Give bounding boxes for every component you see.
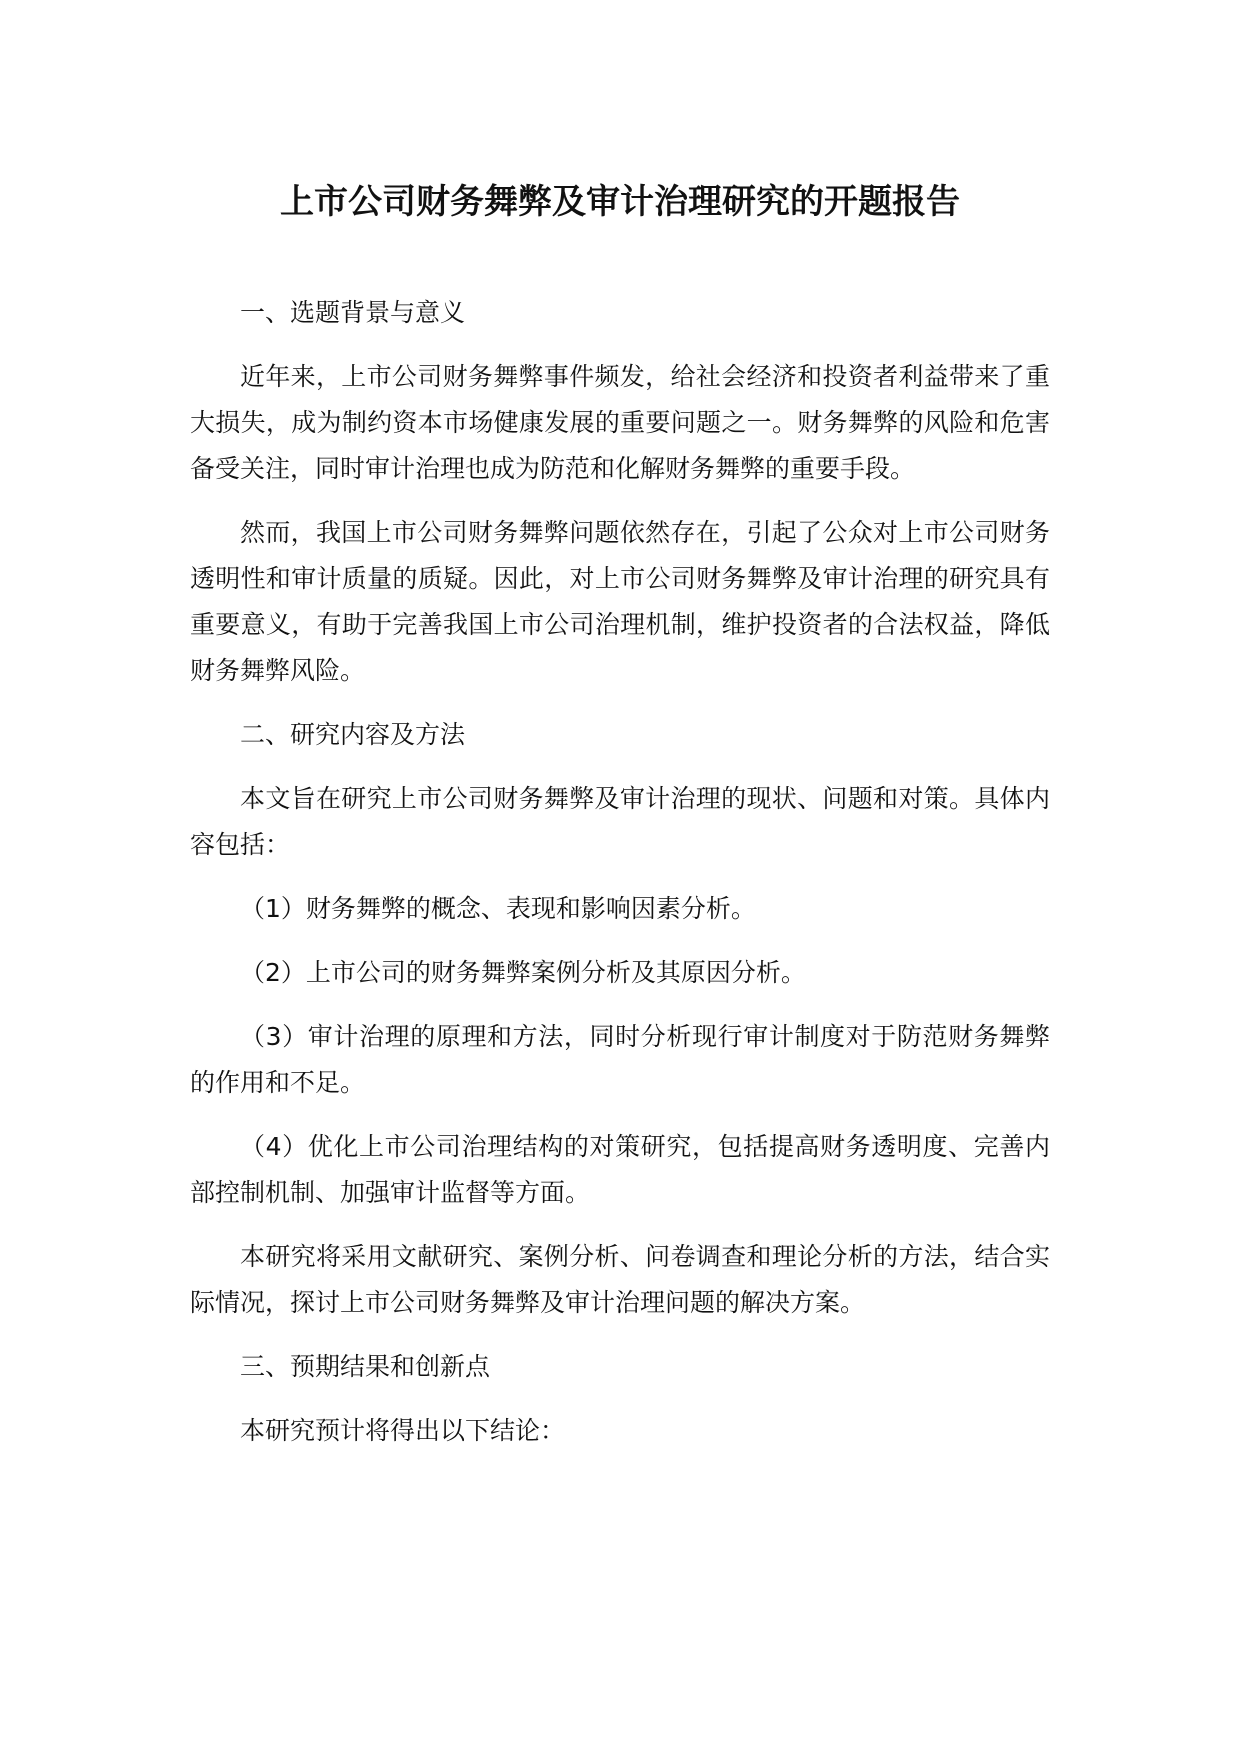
paragraph-content-intro: 本文旨在研究上市公司财务舞弊及审计治理的现状、问题和对策。具体内容包括： <box>190 784 1050 859</box>
list-item-4: （4）优化上市公司治理结构的对策研究，包括提高财务透明度、完善内部控制机制、加强审计监督等方面。 <box>190 1132 1050 1207</box>
paragraph-conclusions-intro: 本研究预计将得出以下结论： <box>240 1416 566 1445</box>
paragraph-background-2: 然而，我国上市公司财务舞弊问题依然存在，引起了公众对上市公司财务透明性和审计质量的质疑。因此，对上市公司财务舞弊及审计治理的研究具有重要意义，有助于完善我国上市公司治理机制，维护投资者的合法权益，降低财务舞弊风险。 <box>190 518 1050 685</box>
section-heading-expected-results: 三、预期结果和创新点 <box>240 1352 491 1381</box>
document-body <box>190 290 1050 1472</box>
document-title: 上市公司财务舞弊及审计治理研究的开题报告 <box>280 182 960 222</box>
list-item-1: （1）财务舞弊的概念、表现和影响因素分析。 <box>240 894 756 923</box>
paragraph-method: 本研究将采用文献研究、案例分析、问卷调查和理论分析的方法，结合实际情况，探讨上市公司财务舞弊及审计治理问题的解决方案。 <box>190 1242 1050 1317</box>
list-item-2: （2）上市公司的财务舞弊案例分析及其原因分析。 <box>240 958 806 987</box>
paragraph-background-1: 近年来，上市公司财务舞弊事件频发，给社会经济和投资者利益带来了重大损失，成为制约资本市场健康发展的重要问题之一。财务舞弊的风险和危害备受关注，同时审计治理也成为防范和化解财务舞弊的重要手段。 <box>190 362 1050 483</box>
section-heading-background: 一、选题背景与意义 <box>240 298 466 327</box>
list-item-3: （3）审计治理的原理和方法，同时分析现行审计制度对于防范财务舞弊的作用和不足。 <box>190 1022 1050 1097</box>
section-heading-content-method: 二、研究内容及方法 <box>240 720 466 749</box>
